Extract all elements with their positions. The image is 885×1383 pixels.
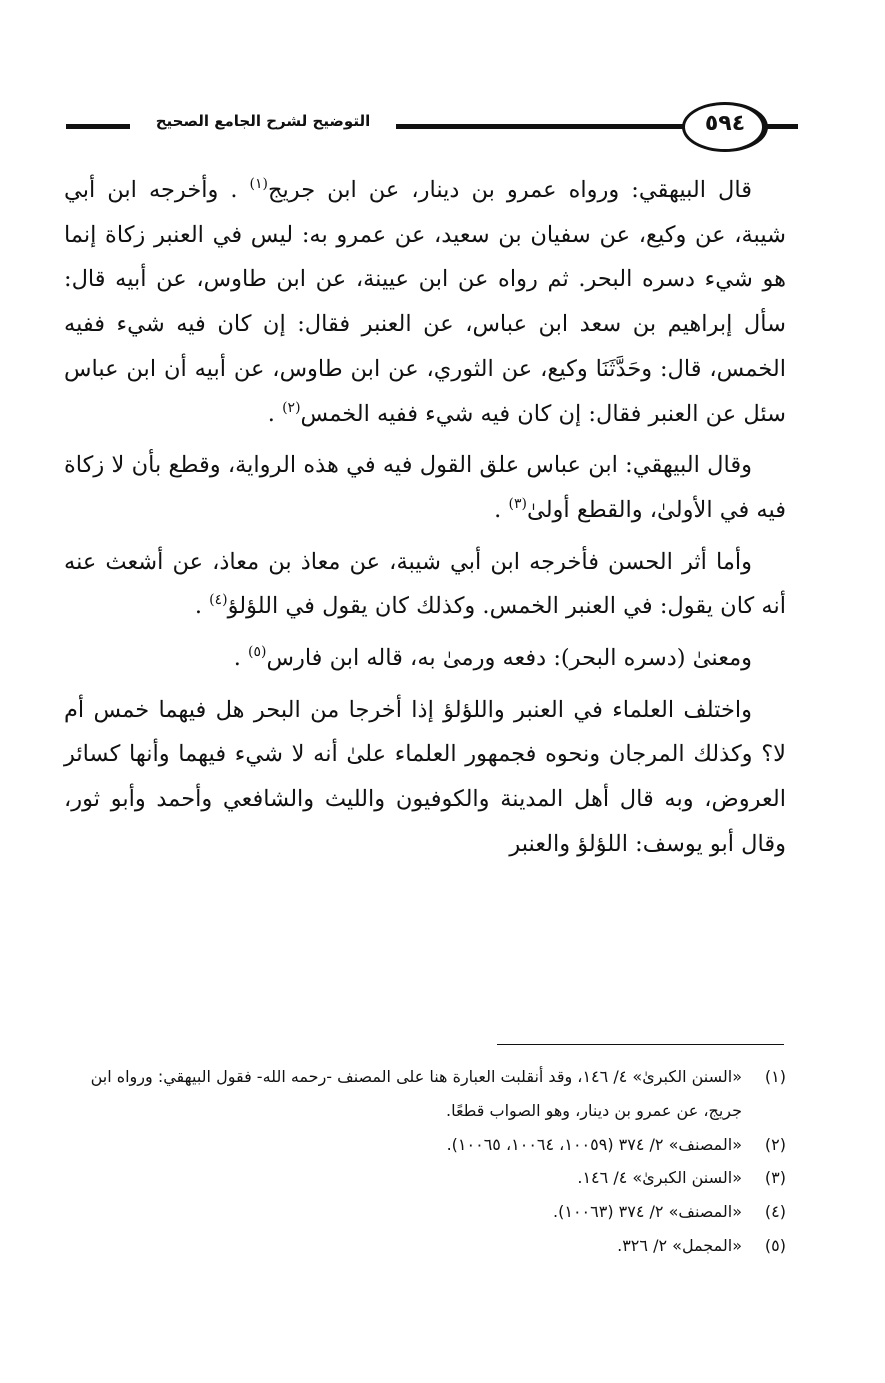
footnote-number: (٥) bbox=[764, 1235, 786, 1255]
paragraph: وأما أثر الحسن فأخرجه ابن أبي شيبة، عن معاذ بن معاذ، عن أشعث عنه أنه كان يقول: في العنبر الخمس. وكذلك كان يقول في اللؤلؤ$^{(٤)}$ . bbox=[64, 548, 786, 620]
footnote-text: «السنن الكبرىٰ» ٤/ ١٤٦، وقد أنقلبت العبارة هنا على المصنف -رحمه الله- فقول البيهقي: ورواه ابن جريج، عن عمرو بن دينار، وهو الصواب قطعًا. bbox=[90, 1067, 742, 1120]
footnote-marker[interactable]: (٢) bbox=[282, 399, 301, 416]
footnote-number: (٤) bbox=[764, 1202, 786, 1222]
footnote bbox=[80, 1161, 786, 1195]
header-rule-middle bbox=[396, 124, 684, 129]
footnote-marker[interactable]: (١) bbox=[249, 176, 269, 192]
header-rule-left bbox=[66, 124, 130, 129]
header-rule-right bbox=[766, 124, 798, 129]
paragraph: ومعنىٰ (دسره البحر): دفعه ورمىٰ به، قاله ابن فارس$^{(٥)}$ . bbox=[233, 644, 752, 672]
footnote bbox=[80, 1060, 786, 1128]
footnote-marker[interactable]: (٣) bbox=[508, 495, 527, 512]
footnote-marker[interactable]: (٤) bbox=[209, 592, 228, 609]
footnote-text: «المصنف» ٢/ ٣٧٤ (١٠٠٦٣). bbox=[553, 1202, 742, 1222]
paragraph: وقال البيهقي: ابن عباس علق القول فيه في هذه الرواية، وقطع بأن لا زكاة فيه في الأولىٰ، والقطع أولىٰ$^{(٣)}$ . bbox=[64, 452, 786, 523]
footnote bbox=[80, 1229, 786, 1263]
footnote-number: (١) bbox=[764, 1067, 786, 1086]
footnote-text: «المصنف» ٢/ ٣٧٤ (١٠٠٥٩، ١٠٠٦٤، ١٠٠٦٥). bbox=[446, 1134, 742, 1154]
footnote-number: (٣) bbox=[764, 1168, 786, 1188]
footnote bbox=[80, 1128, 786, 1162]
page-number: ٥٩٤ bbox=[704, 111, 746, 136]
running-title: التوضيح لشرح الجامع الصحيح bbox=[155, 112, 371, 130]
footnote-text: «المجمل» ٢/ ٣٢٦. bbox=[617, 1235, 742, 1255]
paragraph: قال البيهقي: ورواه عمرو بن دينار، عن ابن جريج$^{(١)}$ . وأخرجه ابن أبي شيبة، عن وكيع، عن سفيان بن سعيد، عن عمرو به: ليس في العنبر زكاة إنما هو شيء دسره البحر. ثم رواه عن ابن عيينة، عن ابن طاوس، عن أبيه قال: سأل إبراهيم بن سعد ابن عباس، عن العنبر فقال: إن كان فيه شيء ففيه الخمس، قال: وحَدَّثَنَا وكيع، عن الثوري، عن ابن طاوس، عن أبيه أن ابن عباس سئل عن العنبر فقال: إن كان فيه شيء ففيه الخمس$^{(٢)}$ . bbox=[64, 176, 786, 427]
footnote-separator bbox=[497, 1044, 784, 1045]
footnotes bbox=[80, 1060, 786, 1263]
footnote-number: (٢) bbox=[764, 1134, 786, 1154]
paragraph: واختلف العلماء في العنبر واللؤلؤ إذا أخرجا من البحر هل فيهما خمس أم لا؟ وكذلك المرجان ونحوه فجمهور العلماء علىٰ أنه لا شيء فيهما وأنها كسائر العروض، وبه قال أهل المدينة والكوفيون والليث والشافعي وأحمد وأبو ثور، وقال أبو يوسف: اللؤلؤ والعنبر bbox=[64, 696, 786, 857]
footnote-text: «السنن الكبرىٰ» ٤/ ١٤٦. bbox=[577, 1168, 742, 1188]
footnote bbox=[80, 1195, 786, 1229]
footnote-marker[interactable]: (٥) bbox=[248, 644, 267, 661]
page-header bbox=[60, 100, 798, 158]
main-text bbox=[64, 168, 786, 867]
